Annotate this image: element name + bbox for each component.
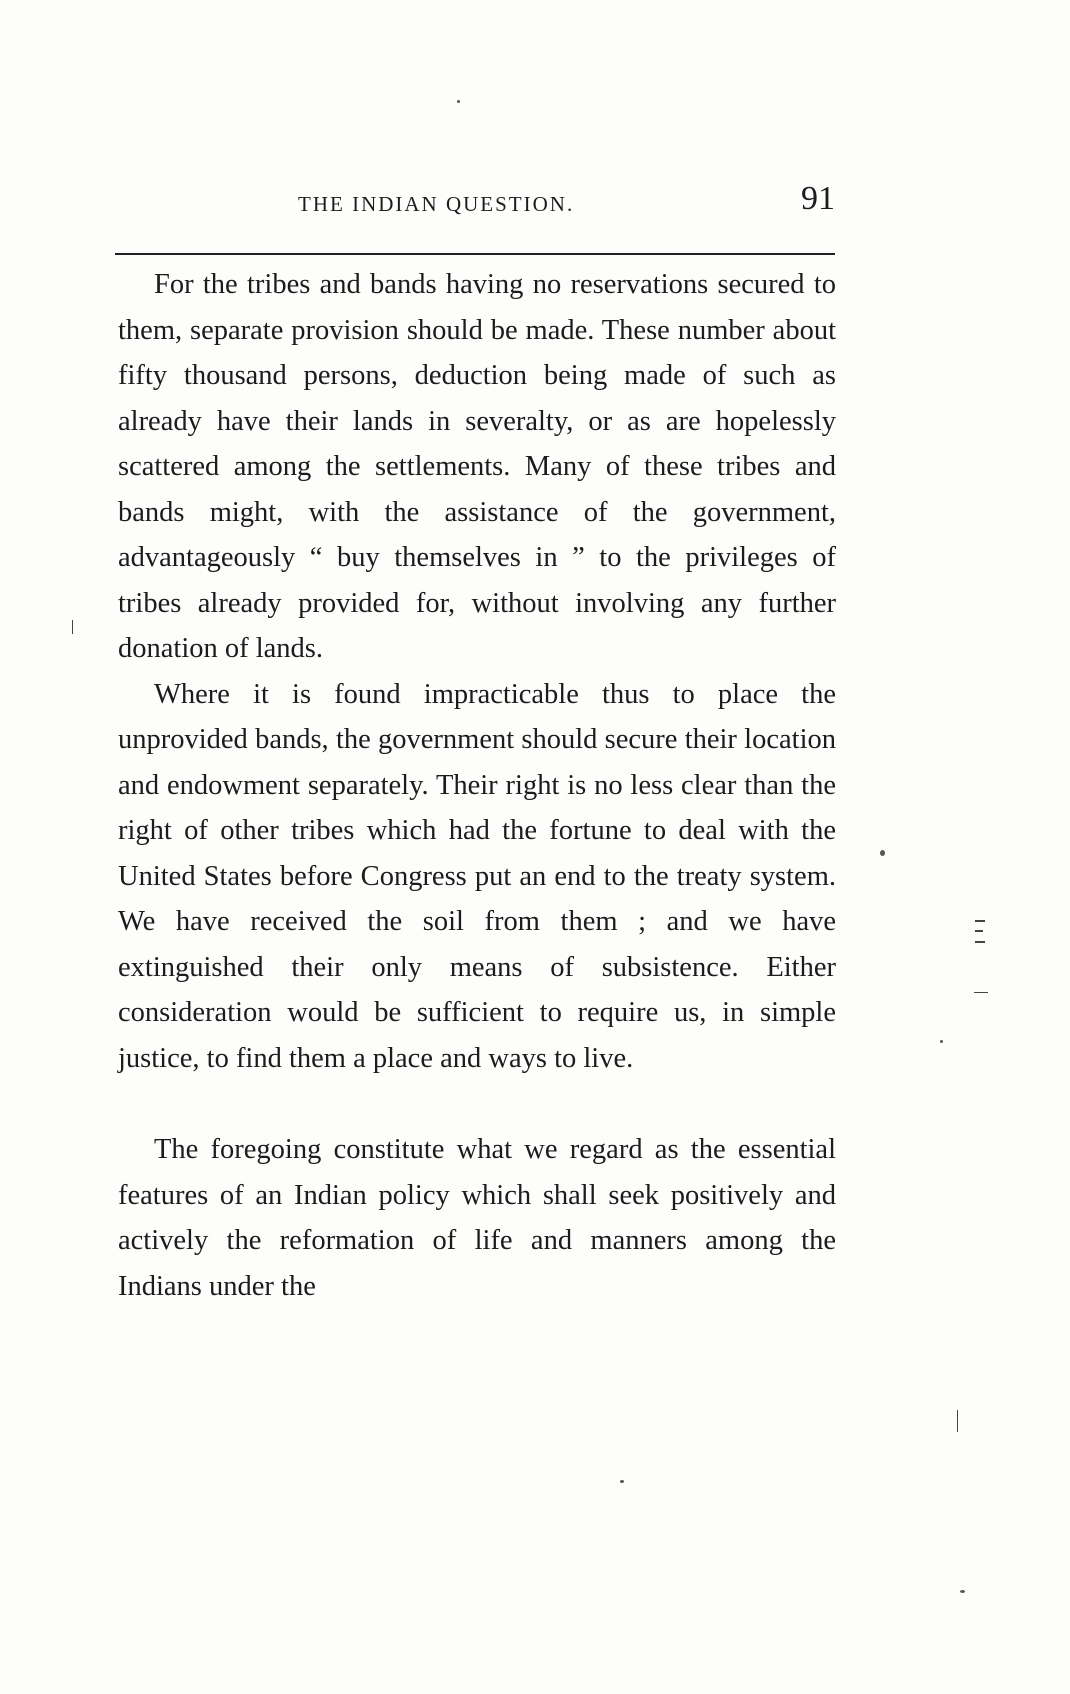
- margin-mark: [957, 1410, 958, 1432]
- scan-speck: [940, 1040, 943, 1043]
- margin-mark: [975, 941, 985, 943]
- page-number: 91: [801, 180, 835, 217]
- scan-speck: [960, 1590, 965, 1593]
- paragraph-unprovided-bands: Where it is found impracticable thus to place the unprovided bands, the government should secure their location and endowment separately. Their right is no less clear than the right of other tribes which had the fortune to deal with the United States before Congress put an end to the treaty system. We have received the soil from them ; and we have extinguished their only means of subsistence. Either consideration would be sufficient to require us, in simple justice, to find them a place and ways to live.: [118, 678, 836, 1074]
- scan-speck: [620, 1480, 624, 1483]
- body-text: [118, 262, 836, 1309]
- margin-mark: [974, 992, 988, 993]
- paragraph-foregoing: The foregoing constitute what we regard as the essential features of an Indian policy which shall seek positively and actively the reformation of life and manners among the Indians under the: [118, 1134, 836, 1302]
- scan-speck: [880, 850, 885, 856]
- margin-mark: [975, 920, 985, 922]
- scan-speck: [457, 100, 460, 103]
- margin-mark: [72, 620, 73, 634]
- margin-mark: [975, 930, 983, 932]
- paragraph-reservations: For the tribes and bands having no reservations secured to them, separate provision should be made. These number about fifty thousand persons, deduction being made of such as already have their lands in severalty, or as are hopelessly scattered among the settlements. Many of these tribes and bands might, with the assistance of the government, advantageously “ buy themselves in ” to the privileges of tribes already provided for, without involving any further donation of lands.: [118, 269, 836, 664]
- running-title: THE INDIAN QUESTION.: [298, 192, 575, 216]
- header-rule: [115, 253, 835, 255]
- page-header: [115, 178, 835, 228]
